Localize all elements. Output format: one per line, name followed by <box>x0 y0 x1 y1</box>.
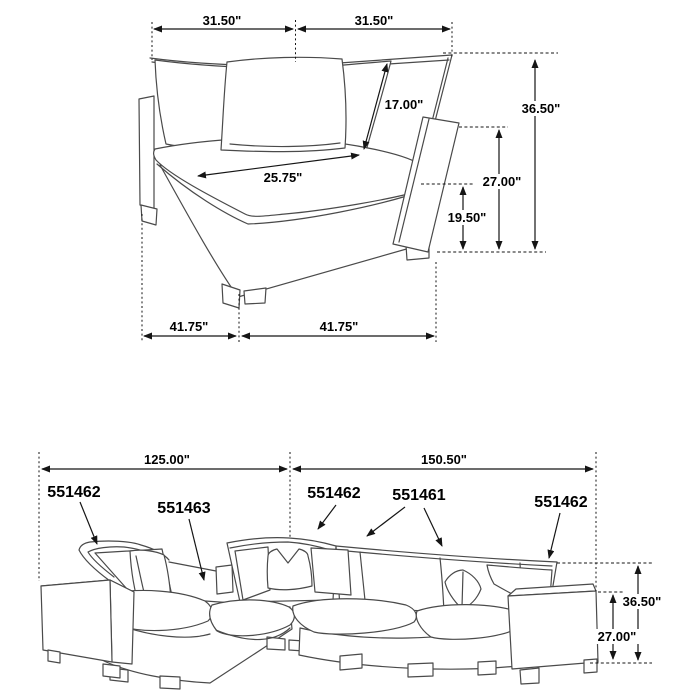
sectional-foot <box>478 661 496 675</box>
dim-label-seat-height: 19.50" <box>447 210 487 225</box>
sku-arrow <box>424 508 442 546</box>
sectional-foot <box>584 659 597 673</box>
sectional-foot <box>520 668 539 684</box>
dim-label-back-width-left: 31.50" <box>202 13 242 28</box>
chair-left-panel <box>139 96 154 209</box>
sectional-foot <box>408 663 433 677</box>
sku-label-corner: 551462 <box>307 485 361 502</box>
dim-label-overall-height: 36.50" <box>622 594 662 609</box>
sku-label-right-arm-chair: 551462 <box>534 494 588 511</box>
dim-label-overall-height: 36.50" <box>521 101 561 116</box>
sku-arrow <box>367 507 405 536</box>
sku-arrow <box>80 502 97 544</box>
dim-label-back-width-right: 31.50" <box>354 13 394 28</box>
sku-arrow <box>549 513 560 558</box>
sectional-foot <box>160 676 180 689</box>
sectional-foot <box>48 650 60 663</box>
dim-label-back-cushion: 17.00" <box>384 97 424 112</box>
chair-left-foot <box>141 205 157 225</box>
dim-label-arm-height: 27.00" <box>597 629 637 644</box>
sectional-left-wing-back-edge <box>169 562 216 571</box>
dim-label-seat-depth: 25.75" <box>263 170 303 185</box>
chair-front-leg-2 <box>244 288 266 304</box>
sku-label-armless-chairs-right: 551461 <box>392 487 446 504</box>
dim-label-width-left: 125.00" <box>144 452 190 467</box>
dim-label-width-right: 150.50" <box>421 452 467 467</box>
dim-label-arm-height: 27.00" <box>482 174 522 189</box>
sectional-left-arm-side <box>110 580 134 664</box>
chair-throw-pillow <box>221 57 346 151</box>
sectional-seat-cushion <box>293 599 417 634</box>
sectional-left-arm <box>41 580 112 662</box>
sectional-corner-cushion-right <box>311 548 351 595</box>
sku-arrow <box>189 519 204 580</box>
dim-label-base-depth-left: 41.75" <box>169 319 209 334</box>
sectional-foot <box>103 664 120 678</box>
dim-label-base-depth-right: 41.75" <box>319 319 359 334</box>
sku-label-armless-chair-left: 551463 <box>157 500 211 517</box>
sku-label-left-arm-chair: 551462 <box>47 484 101 501</box>
sectional-armless-back-tab <box>216 565 233 594</box>
sectional-foot <box>340 654 362 670</box>
sectional-right-arm <box>508 591 598 669</box>
sku-arrow <box>318 505 336 529</box>
sectional-drawing <box>41 538 598 689</box>
